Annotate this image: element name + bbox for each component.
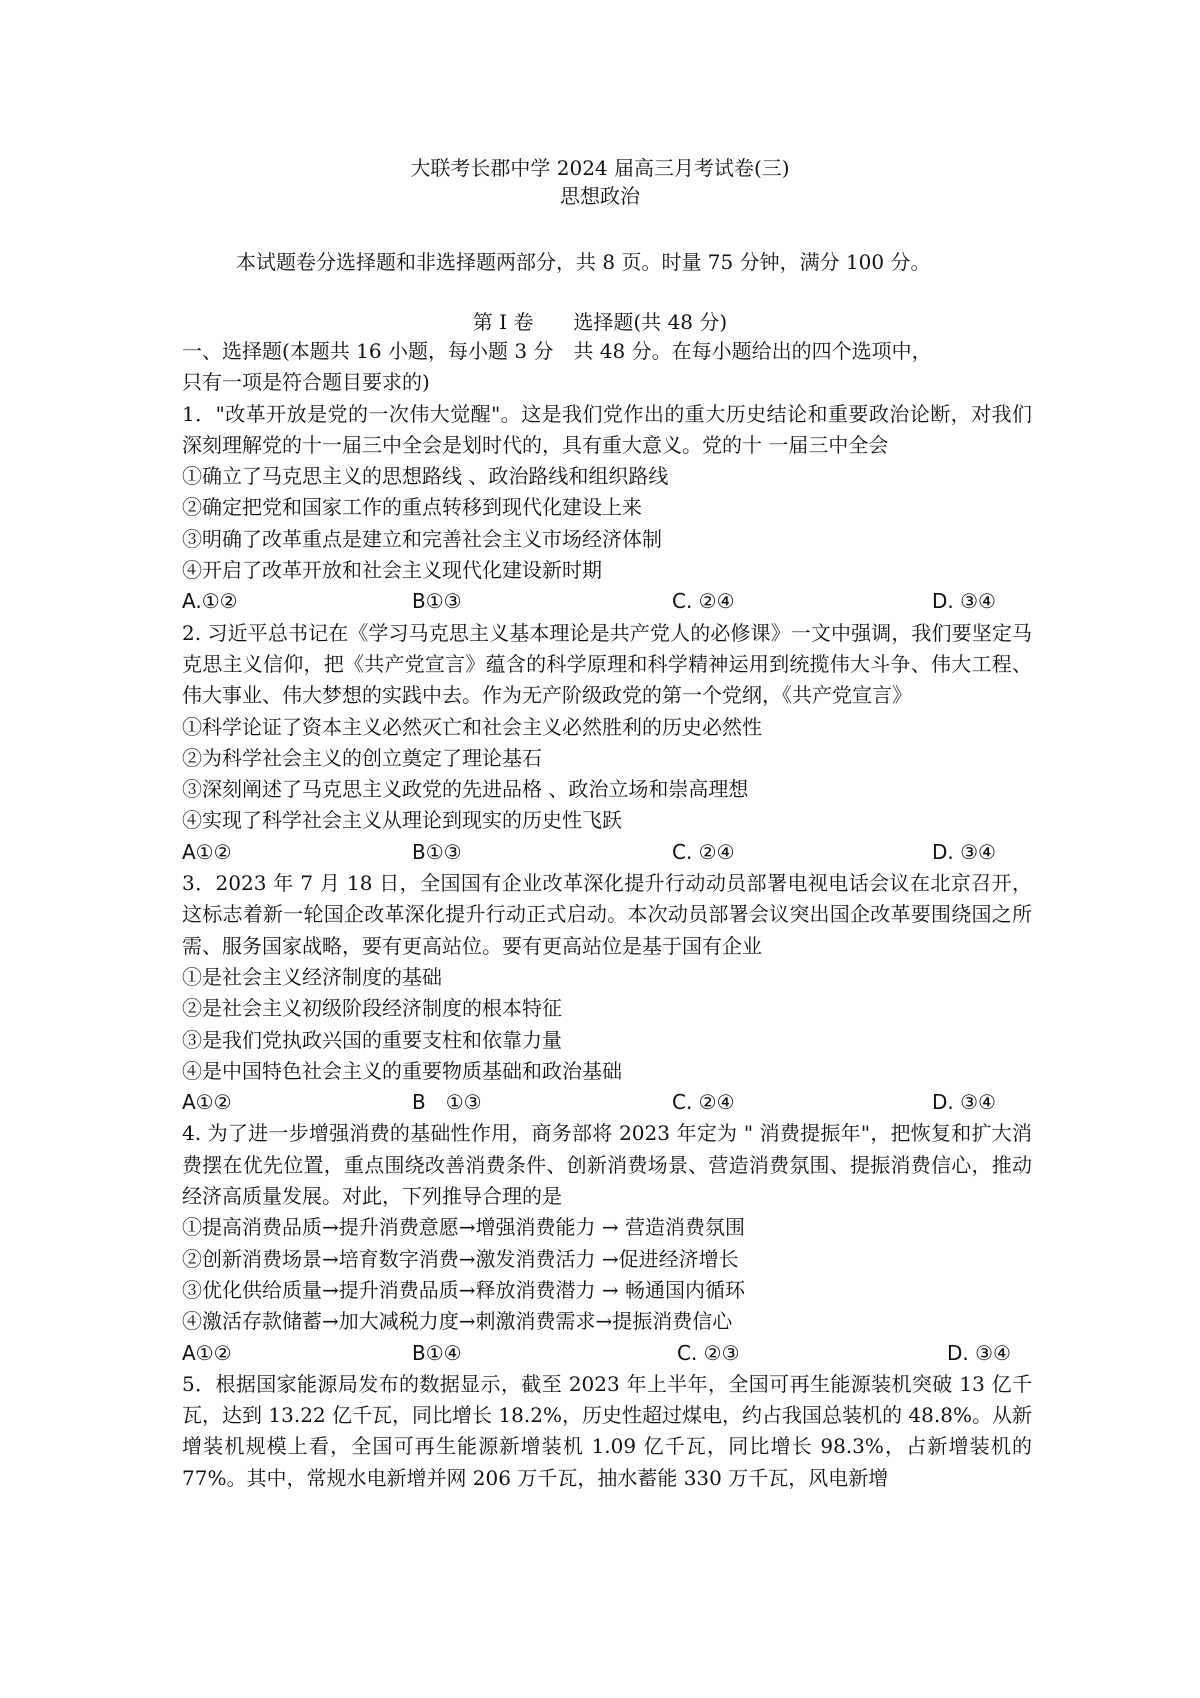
question-2-stem: 2. 习近平总书记在《学习马克思主义基本理论是共产党人的必修课》一文中强调，我们要坚定马克思主义信仰，把《共产党宣言》蕴含的科学原理和科学精神运用到统揽伟大斗争、伟大工程、伟大事业、伟大梦想的实践中去。作为无产阶级政党的第一个党纲，《共产党宣言》 [182,620,1032,708]
question-1-item-1: ①确立了马克思主义的思想路线 、政治路线和组织路线 [182,464,669,489]
question-4-item-3: ③优化供给质量→提升消费品质→释放消费潜力 → 畅通国内循环 [182,1277,745,1302]
question-2-options [182,837,1032,868]
question-4-option-b: B①④ [412,1340,462,1365]
question-4-option-c: C. ②③ [677,1340,740,1365]
question-2-item-3: ③深刻阐述了马克思主义政党的先进品格 、政治立场和崇高理想 [182,777,749,802]
question-1-option-a: A.①② [182,589,238,614]
question-3-option-b: B ①③ [412,1090,482,1115]
question-2-option-a: A①② [182,839,232,864]
question-1-option-d: D. ③④ [932,589,996,614]
part-heading: 第 I 卷 选择题(共 48 分) [472,310,728,334]
question-5-stem: 5．根据国家能源局发布的数据显示，截至 2023 年上半年，全国可再生能源装机突破 13 亿千瓦，达到 13.22 亿千瓦，同比增长 18.2%，历史性超过煤电，约占我国总装机的 48.8%。从新增装机规模上看，全国可再生能源新增装机 1.09 亿千瓦，同比增长 98.3%，占新增装机的 77%。其中，常规水电新增并网 206 万千瓦，抽水蓄能 330 万千瓦，风电新增 [182,1371,1032,1490]
question-2-option-b: B①③ [412,839,462,864]
question-3-option-d: D. ③④ [932,1090,996,1115]
question-3-item-1: ①是社会主义经济制度的基础 [182,964,442,989]
question-4-item-2: ②创新消费场景→培育数字消费→激发消费活力 →促进经济增长 [182,1246,739,1271]
question-3-options [182,1087,1032,1118]
question-2-option-c: C. ②④ [672,839,735,864]
exam-title: 大联考长郡中学 2024 届高三月考试卷(三) [410,156,790,180]
section-heading-line-1: 一、选择题(本题共 16 小题，每小题 3 分 共 48 分。在每小题给出的四个选项中， [182,339,932,363]
question-2-option-d: D. ③④ [932,839,996,864]
section-heading-line-2: 只有一项是符合题目要求的) [182,370,430,395]
question-3-item-4: ④是中国特色社会主义的重要物质基础和政治基础 [182,1058,622,1083]
question-1-item-3: ③明确了改革重点是建立和完善社会主义市场经济体制 [182,526,662,551]
question-4-option-a: A①② [182,1340,232,1365]
question-1-stem: 1．"改革开放是党的一次伟大觉醒"。这是我们党作出的重大历史结论和重要政治论断，对我们深刻理解党的十一届三中全会是划时代的，具有重大意义。党的十 一届三中全会 [182,401,1032,457]
question-2-item-4: ④实现了科学社会主义从理论到现实的历史性飞跃 [182,808,622,833]
question-3-option-c: C. ②④ [672,1090,735,1115]
question-2-item-2: ②为科学社会主义的创立奠定了理论基石 [182,745,542,770]
exam-intro: 本试题卷分选择题和非选择题两部分，共 8 页。时量 75 分钟，满分 100 分。 [236,250,931,274]
question-1-option-c: C. ②④ [672,589,735,614]
question-1-options [182,586,1032,617]
question-3-item-3: ③是我们党执政兴国的重要支柱和依靠力量 [182,1027,562,1052]
question-3-item-2: ②是社会主义初级阶段经济制度的根本特征 [182,996,562,1021]
question-4-options [182,1338,1032,1369]
question-1-option-b: B①③ [412,589,462,614]
question-4-item-1: ①提高消费品质→提升消费意愿→增强消费能力 → 营造消费氛围 [182,1215,745,1240]
question-4-stem: 4. 为了进一步增强消费的基础性作用，商务部将 2023 年定为 " 消费提振年"，把恢复和扩大消费摆在优先位置，重点围绕改善消费条件、创新消费场景、营造消费氛围、提振消费信心，推动经济高质量发展。对此，下列推导合理的是 [182,1121,1032,1209]
question-3-option-a: A①② [182,1090,232,1115]
question-content [182,336,1032,1494]
question-2-item-1: ①科学论证了资本主义必然灭亡和社会主义必然胜利的历史必然性 [182,714,762,739]
subject-title: 思想政治 [560,184,640,208]
question-1-item-4: ④开启了改革开放和社会主义现代化建设新时期 [182,558,602,583]
question-3-stem: 3．2023 年 7 月 18 日，全国国有企业改革深化提升行动动员部署电视电话会议在北京召开，这标志着新一轮国企改革深化提升行动正式启动。本次动员部署会议突出国企改革要围绕国之所需、服务国家战略，要有更高站位。要有更高站位是基于国有企业 [182,871,1032,958]
question-1-item-2: ②确定把党和国家工作的重点转移到现代化建设上来 [182,495,642,520]
question-4-option-d: D. ③④ [947,1340,1011,1365]
question-4-item-4: ④激活存款储蓄→加大减税力度→刺激消费需求→提振消费信心 [182,1309,733,1334]
